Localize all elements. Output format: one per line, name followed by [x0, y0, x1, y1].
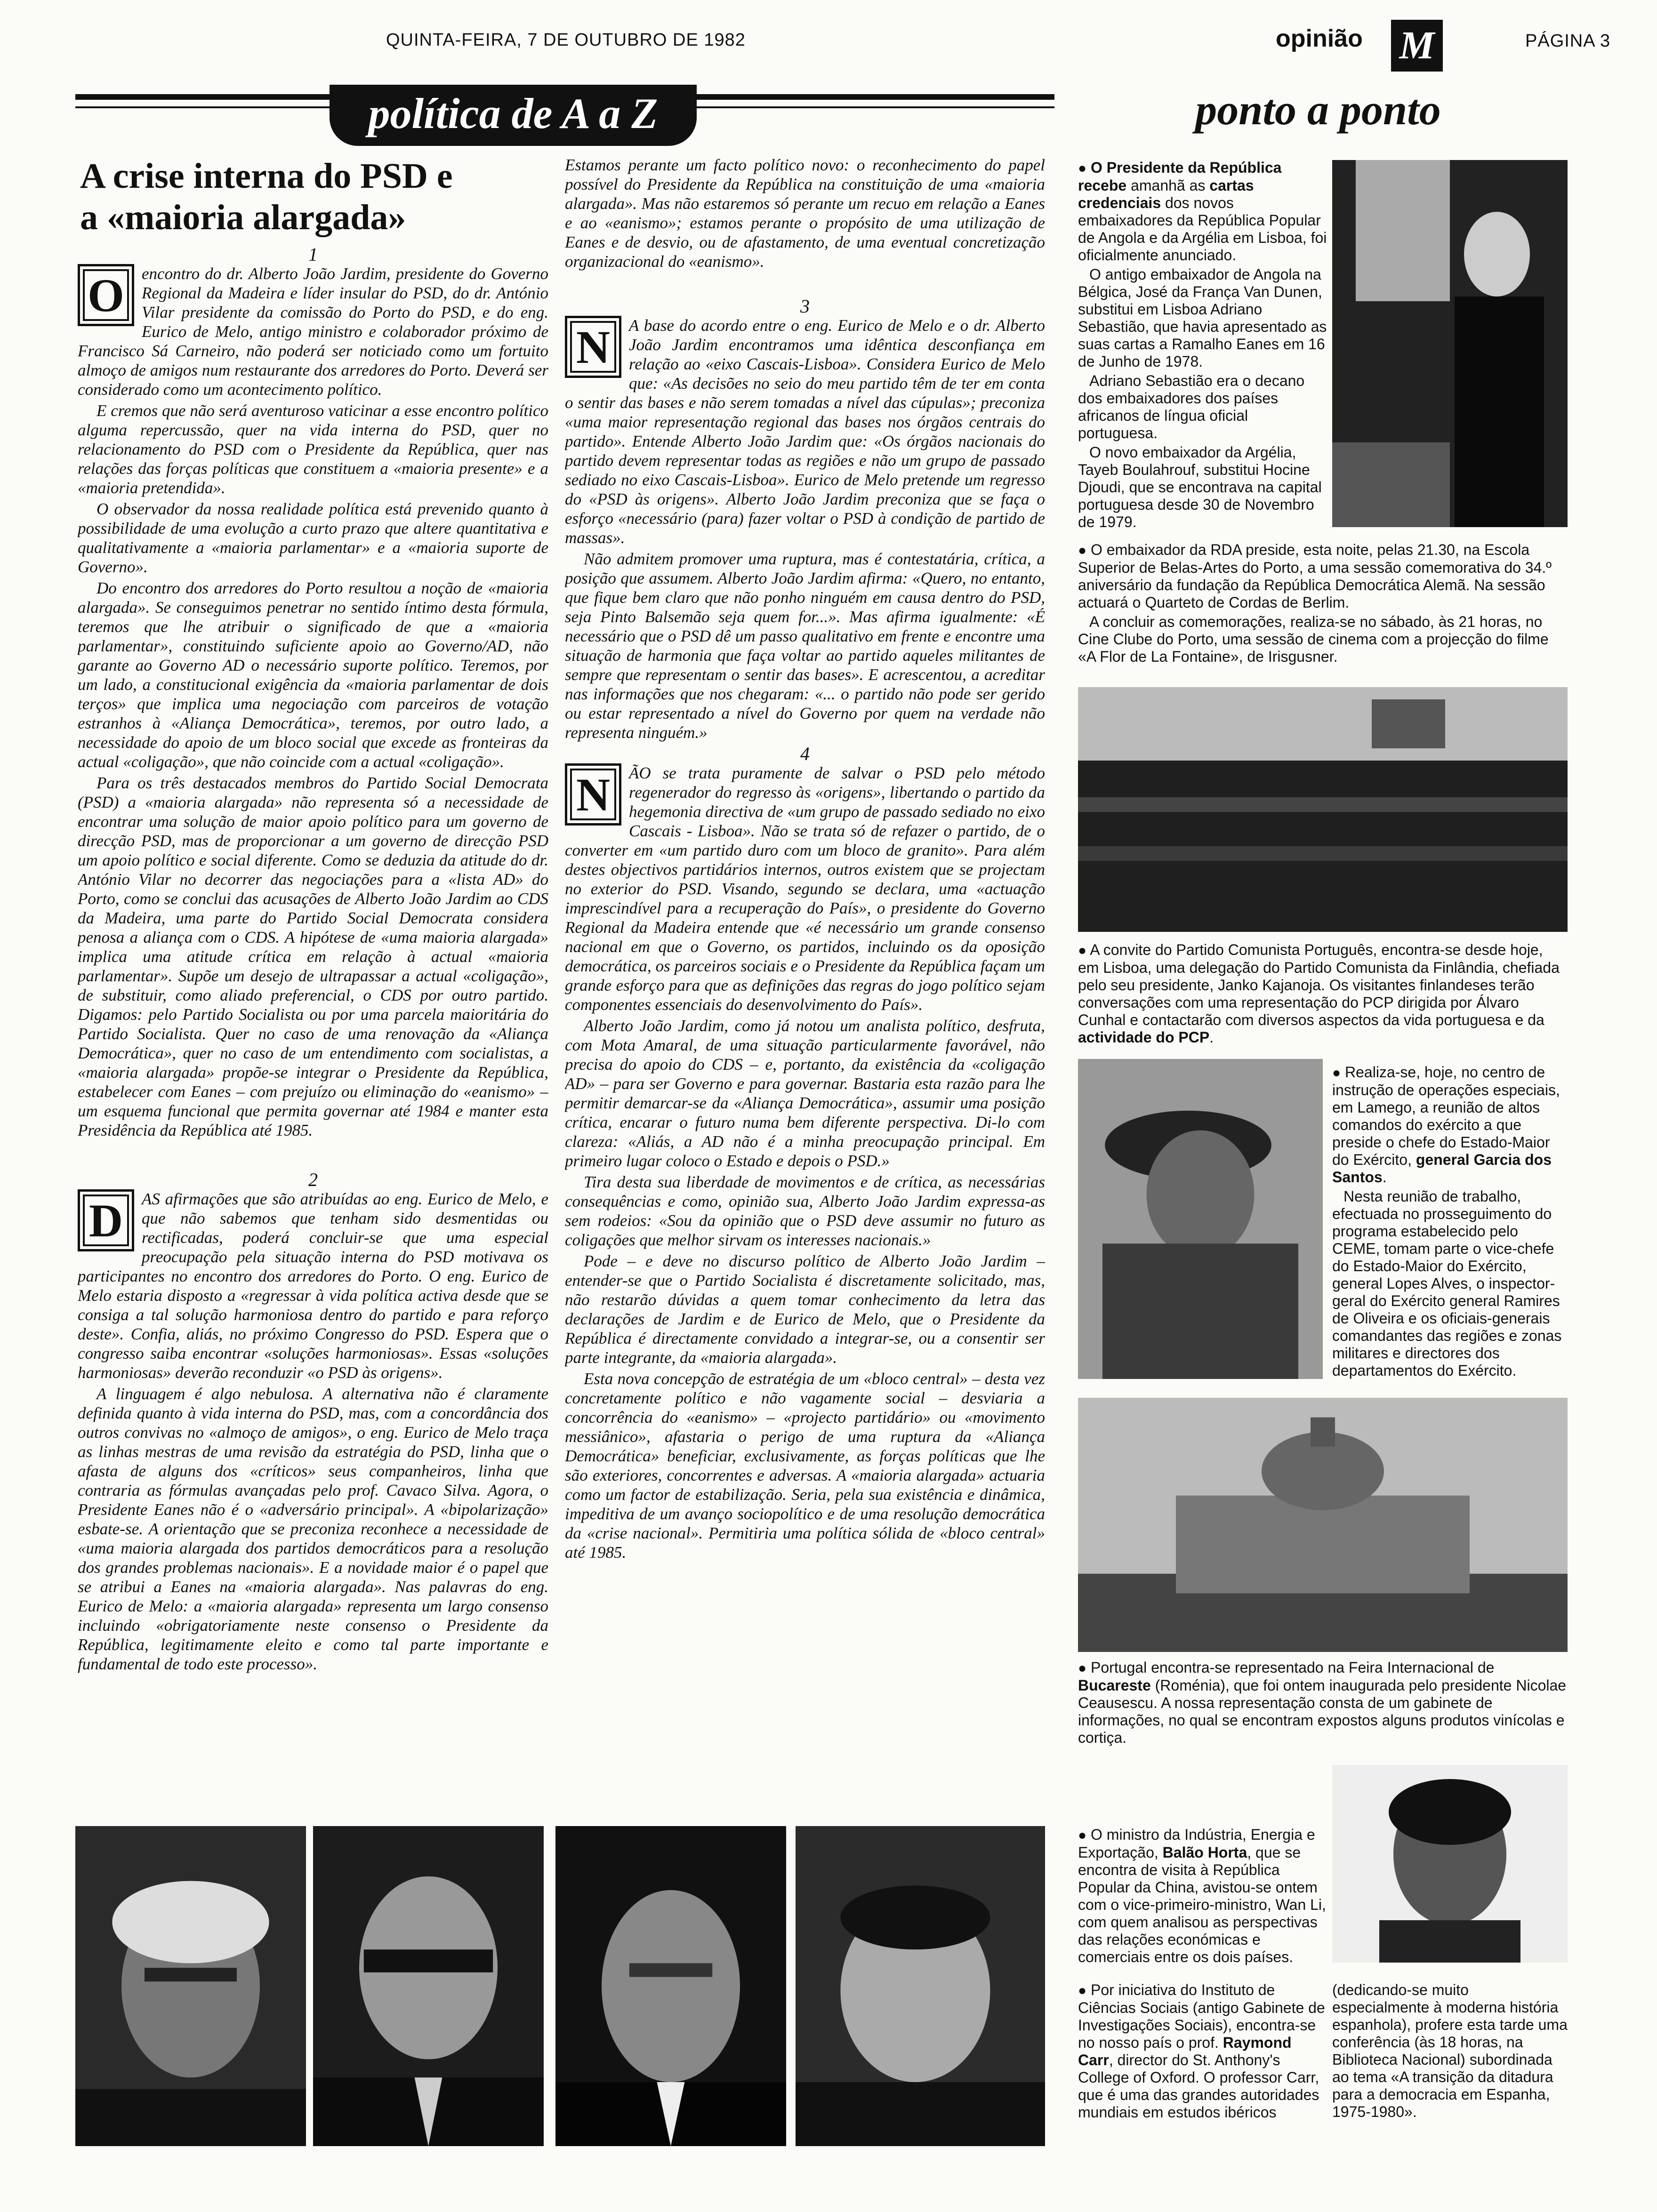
sidebar-item: [1332, 1064, 1568, 1381]
item-text: .: [1382, 1169, 1387, 1186]
item-text: (Roménia), que foi ontem inaugurada pelo presidente Nicolae Ceausescu. A nossa representação consta de um gabinete de informações, no qual se encontram expostos alguns produtos vinícolas e cortiça.: [1078, 1677, 1567, 1746]
drop-cap: D: [78, 1189, 134, 1251]
article-column-1: [78, 245, 548, 1784]
bullet-icon: ●: [1078, 543, 1087, 558]
item-text: , director do St. Anthony's College of Oxford. O professor Carr, que é uma das grandes autoridades mundiais em estudos ibéricos: [1078, 2052, 1319, 2121]
general-photo: [1078, 1059, 1323, 1379]
paragraph: A concluir as comemorações, realiza-se no sábado, às 21 horas, no Cine Clube do Porto, uma sessão de cinema com a projecção do filme «A Flor de La Fontaine», de Irisgusner.: [1078, 613, 1549, 665]
top-rule-right: [697, 94, 1054, 100]
item-bold: general Garcia dos Santos: [1332, 1151, 1552, 1186]
item-text: amanhã as: [1126, 177, 1210, 194]
paragraph: (dedicando-se muito especialmente à moderna história espanhola), profere esta tarde uma conferência (às 18 horas, na Biblioteca Nacional) subordinada ao tema «A transição da ditadura para a democracia em Espanha, 1975-1980».: [1332, 1981, 1568, 2120]
top-rule-left: [75, 94, 330, 100]
portrait-photo-3: [555, 1826, 786, 2146]
item-bold: Raymond Carr: [1078, 2034, 1292, 2068]
minister-photo: [1332, 1765, 1568, 1963]
ambassador-photo: [1332, 160, 1568, 527]
paragraph: Esta nova concepção de estratégia de um «bloco central» – desta vez concretamente político e não vagamente social – desviaria a concorrência do «eanismo» – «projecto partidário» ou «movimento messiânico», afastaria o perigo de uma ruptura da «Aliança Democrática» beneficiar, exclusivamente, as forças políticas que lhe são exteriores, concorrentes e adversas. A «maioria alargada» actuaria como um factor de estabilização. Seria, pela sua existência e dinâmica, impeditiva de um avanço sociopolítico e de uma resolução democrática da «crise nacional». Permitiria uma política sólida de «bloco central» até 1985.: [565, 1370, 1045, 1562]
paragraph: A base do acordo entre o eng. Eurico de Melo e o dr. Alberto João Jardim encontramos uma idêntica desconfiança em relação ao «eixo Cascais-Lisboa». Considera Eurico de Melo que: «As decisões no seio do meu partido têm de ter em conta o sentir das bases e não serem tomadas a nível das cúpulas»; preconiza «uma maior representação regional das bases nos órgãos centrais do partido». Entende Alberto João Jardim que: «Os órgãos nacionais do partido devem representar todas as regiões e não um grupo de passado sediado no eixo Cascais-Lisboa». Eurico de Melo pretende um regresso do «PSD às origens». Alberto João Jardim preconiza que se faça o esforço «necessário (para) fazer voltar o PSD à condição de partido de massas».: [565, 316, 1045, 547]
paragraph: Estamos perante um facto político novo: o reconhecimento do papel possível do Presidente da República na constituição de uma «maioria alargada». Mas não estaremos só perante um recuo em relação a Eanes e ao «eanismo»; estamos perante o propósito de uma utilização de Eanes e de desvio, ou de afastamento, de uma eventual concretização organizacional do «eanismo».: [565, 156, 1045, 271]
item-text: .: [1209, 1029, 1214, 1046]
drop-cap: O: [78, 264, 134, 326]
sidebar-item: [1078, 1826, 1327, 1968]
paragraph: Para os três destacados membros do Partido Social Democrata (PSD) a «maioria alargada» não representa só a necessidade de encontrar uma solução de maior apoio político para um governo de direcção PSD, mas de proporcionar a um governo de direcção PSD um apoio político e social diferente. Como se deduzia da atitude do dr. António Vilar no decorrer das negociações para a «lista AD» do Porto, como se conclui das acusações de Alberto João Jardim ao CDS da Madeira, uma parte do Partido Social Democrata considera penosa a aliança com o CDS. A hipótese de «uma maioria alargada» implica uma atitude crítica em relação à actual «maioria parlamentar». Supõe um desejo de ultrapassar a actual «coligação», de substituir, como aliado preferencial, o CDS por outro partido. Digamos: pelo Partido Socialista ou por uma parcela maioritária do Partido Socialista. Quer no caso de uma renovação da «Aliança Democrática», quer no caso de um entendimento com socialistas, a «maioria alargada» propõe-se integrar o Presidente da República, estabelecer com Eanes – com prejuízo ou eliminação do «eanismo» – um esquema funcional que permita governar até 1984 e manter esta Presidência da República até 1985.: [78, 774, 548, 1139]
paragraph: O observador da nossa realidade política está prevenido quanto à possibilidade de uma evolução a curto prazo que altere quantitativa e qualitativamente a «maioria parlamentar» e a «maioria suporte de Governo».: [78, 500, 548, 576]
item-text: O embaixador da RDA preside, esta noite, pelas 21.30, na Escola Superior de Belas-Artes do Porto, a uma sessão comemorativa do 34.º aniversário da fundação da República Democrática Alemã. Na sessão actuará o Quarteto de Cordas de Berlim.: [1078, 541, 1552, 611]
item-bold: cartas credenciais: [1078, 177, 1254, 211]
item-bold: Bucareste: [1078, 1677, 1151, 1694]
paragraph: encontro do dr. Alberto João Jardim, presidente do Governo Regional da Madeira e líder insular do PSD, do dr. António Vilar presidente da comissão do Porto do PSD, e do eng. Eurico de Melo, antigo ministro e colaborador próximo de Francisco Sá Carneiro, não poderá ser noticiado como um fortuito almoço de amigos num restaurante dos arredores do Porto. Deverá ser considerado como um acontecimento político.: [78, 264, 548, 399]
paragraph: E cremos que não será aventuroso vaticinar a esse encontro político alguma repercussão, quer na vida interna do PSD, quer no relacionamento do PSD com o Presidente da República, quer nas relações das forças políticas que constituem a «maioria presente» e a «maioria pretendida».: [78, 401, 548, 497]
item-text: O ministro da Indústria, Energia e Exportação,: [1078, 1826, 1315, 1861]
item-lead: O Presidente da República recebe: [1078, 159, 1282, 194]
header-date: QUINTA-FEIRA, 7 DE OUTUBRO DE 1982: [386, 30, 746, 50]
bullet-icon: ●: [1078, 160, 1087, 176]
item-text: Portugal encontra-se representado na Feira Internacional de: [1091, 1659, 1495, 1676]
portrait-photo-1: [75, 1826, 306, 2146]
bullet-icon: ●: [1078, 943, 1087, 958]
article-headline: A crise interna do PSD e a «maioria alargada»: [80, 156, 453, 237]
section-name: opinião: [1276, 25, 1363, 52]
top-rule-right-thin: [697, 106, 1054, 108]
paragraph: O antigo embaixador de Angola na Bélgica, José da França Van Dunen, substitui em Lisboa Adriano Sebastião, que havia apresentado as suas cartas a Ramalho Eanes em 16 de Junho de 1978.: [1078, 266, 1327, 370]
item-bold: actividade do PCP: [1078, 1029, 1210, 1046]
newspaper-logo: M: [1391, 20, 1443, 72]
sidebar-item: [1078, 1659, 1568, 1748]
paragraph: Pode – e deve no discurso político de Alberto João Jardim – entender-se que o Partido Socialista é discretamente solicitado, mas, não restarão dúvidas a quem tomar conhecimento da letra das declarações de Jardim e de Eurico de Melo, que o Presidente da República é directamente convidado a integrar-se, ou a consentir ser parte integrante, da «maioria alargada».: [565, 1252, 1045, 1367]
section-number: 2: [308, 1169, 318, 1190]
bullet-icon: ●: [1078, 1660, 1087, 1676]
paragraph: Tira desta sua liberdade de movimentos e de crítica, as necessárias consequências e como, opinião sua, Alberto João Jardim expressa-as sem rodeios: «Sou da opinião que o PSD deve assumir no futuro as coligações que melhor sirvam os interesses nacionais.»: [565, 1173, 1045, 1249]
bullet-icon: ●: [1078, 1827, 1087, 1843]
section-number: 3: [800, 296, 810, 317]
item-bold: Balão Horta: [1162, 1844, 1247, 1861]
drop-cap: N: [565, 763, 621, 825]
item-text: A convite do Partido Comunista Português, encontra-se desde hoje, em Lisboa, uma delegação do Partido Comunista da Finlândia, chefiada pelo seu presidente, Janko Kajanoja. Os visitantes finlandeses terão conversações com uma representação do PCP dirigida por Álvaro Cunhal e contactarão com diversos aspectos da vida portuguesa e da: [1078, 941, 1560, 1028]
paragraph: Adriano Sebastião era o decano dos embaixadores dos países africanos de língua oficial portuguesa.: [1078, 372, 1305, 441]
exhibition-palace-photo: [1078, 1398, 1568, 1652]
portrait-photo-4: [796, 1826, 1045, 2146]
sidebar-item: [1078, 1981, 1327, 2123]
paragraph: AS afirmações que são atribuídas ao eng. Eurico de Melo, e que não sabemos que tenham sido desmentidas ou rectificadas, poderá concluir-se que uma especial preocupação pela situação interna do PSD motivava os participantes no encontro dos arredores do Porto. O eng. Eurico de Melo estaria disposto a «regressar à vida política activa desde que se consiga a tal solução harmoniosa dentro do partido e para reforço deste». Confia, aliás, no próximo Congresso do PSD. Espera que o congresso saiba encontrar «soluções harmoniosas». Essas «soluções harmoniosas» deverão reconduzir «o PSD às origens».: [78, 1190, 548, 1382]
bullet-icon: ●: [1078, 1983, 1087, 1998]
top-rule-left-thin: [75, 106, 330, 108]
item-text: Realiza-se, hoje, no centro de instrução de operações especiais, em Lamego, a reunião de altos comandos do exército a que preside o chefe do Estado-Maior do Exército,: [1332, 1064, 1560, 1168]
sidebar-item: [1078, 541, 1568, 667]
paragraph: Não admitem promover uma ruptura, mas é contestatária, crítica, a posição que assumem. Alberto João Jardim afirma: «Quero, no entanto, que fique bem claro que não ponho ninguém em causa dentro do PSD, seja Pinto Balsemão seja quem for...». Mas afirma igualmente: «É necessário que o PSD dê um passo qualitativo em frente e encontre uma situação de harmonia que faça voltar ao partido aqueles militantes de sempre que representam o sentir das bases». E acrescentou, a acreditar nas informações que nos chegaram: «... o partido não pode ser gerido ou estar representado a nível do Governo por quem na verdade não representa ninguém.»: [565, 550, 1045, 742]
item-text: dos novos embaixadores da República Popular de Angola e da Argélia em Lisboa, foi oficialmente anunciado.: [1078, 194, 1327, 264]
item-text: Por iniciativa do Instituto de Ciências Sociais (antigo Gabinete de Investigações Sociais), encontra-se no nosso país o prof.: [1078, 1981, 1325, 2051]
sidebar-item: [1078, 159, 1327, 533]
item-text: , que se encontra de visita à República Popular da China, avistou-se ontem com o vice-primeiro-ministro, Wan Li, com quem analisou as perspectivas das relações económicas e comerciais entre os dois países.: [1078, 1844, 1326, 1965]
section-number: 4: [800, 743, 810, 764]
sidebar-item-continuation: [1332, 1981, 1568, 2123]
sidebar-title: ponto a ponto: [1195, 86, 1441, 134]
paragraph: Nesta reunião de trabalho, efectuada no prosseguimento do programa estabelecido pelo CEME, tomam parte o vice-chefe do Estado-Maior do Exército, general Lopes Alves, o inspector-geral do Exército general Ramires de Oliveira e os oficiais-generais comandantes das regiões e zonas militares e directores dos departamentos do Exército.: [1332, 1188, 1562, 1379]
page-number: PÁGINA 3: [1525, 31, 1611, 51]
paragraph: O novo embaixador da Argélia, Tayeb Boulahrouf, substitui Hocine Djoudi, que se encontrava na capital portuguesa desde 30 de Novembro de 1979.: [1078, 444, 1322, 530]
paragraph: A linguagem é algo nebulosa. A alternativa não é claramente definida quanto à vida interna do PSD, mas, com a concordância dos outros convivas no «almoço de amigos», o eng. Eurico de Melo traça as linhas mestras de uma revisão da estratégia do PSD, linha que o afasta de alguns dos «críticos» seus companheiros, linha que contraria as fórmulas avançadas pelo prof. Cavaco Silva. Agora, o Presidente Eanes não é o «adversário principal». A «bipolarização» esbate-se. A orientação que se preconiza reconhece a necessidade de «uma maioria alargada dos partidos democráticos para a resolução dos grandes problemas nacionais». E a novidade maior é o papel que se atribui a Eanes na «maioria alargada». Nas palavras do eng. Eurico de Melo: a «maioria alargada» representa um largo consenso incluindo «obrigatoriamente neste consenso o Presidente da República, legitimamente eleito e como tal parte importante e fundamental de todo este processo».: [78, 1385, 548, 1673]
paragraph: ÃO se trata puramente de salvar o PSD pelo método regenerador do regresso às «origens», libertando o partido da hegemonia directiva de «um grupo de passado sediado no eixo Cascais - Lisboa». Não se trata só de refazer o partido, de o converter em «um partido duro com um bloco de granito». Para além destes objectivos partidários internos, outros existem que se projectam no exterior do PSD. Visando, segundo se declara, uma «actuação imprescindível para a recuperação do País», o presidente do Governo Regional da Madeira entende que «é necessário um grande consenso nacional em que o Governo, os partidos, incluindo os da oposição democrática, os parceiros sociais e o Presidente da República façam um grande esforço para que as definições das regras do jogo político sejam componentes essenciais do desenvolvimento do País».: [565, 764, 1045, 1014]
feature-banner-title: política de A a Z: [368, 89, 658, 137]
paragraph: Do encontro dos arredores do Porto resultou a noção de «maioria alargada». Se conseguimos penetrar no sentido íntimo desta fórmula, teremos que lhe atribuir o significado de que a «maioria parlamentar», constituindo suficiente apoio ao Governo/AD, não garante ao Governo AD o necessário suporte político. Teremos, por um lado, a constitucional exigência da «maioria parlamentar de dois terços» que implica uma negociação com parceiros de votação estranhos à «Aliança Democrática», teremos, por outro lado, a necessidade do apoio de um bloco social que excede as fronteiras da actual «coligação», que não coincide com a actual «coligação».: [78, 579, 548, 771]
paragraph: Alberto João Jardim, como já notou um analista político, desfruta, com Mota Amaral, de uma situação particularmente favorável, não precisa do apoio do CDS – e, portanto, da existência da «coligação AD» – para ser Governo e para governar. Bastaria esta razão para lhe permitir demarcar-se da «Aliança Democrática», assumir uma posição crítica, encarar o futuro numa bem diferente perspectiva. Di-lo com clareza: «Aliás, a AD não é a minha preocupação principal. Em primeiro lugar coloco o Estado e depois o PSD.»: [565, 1017, 1045, 1170]
bullet-icon: ●: [1332, 1065, 1341, 1081]
article-column-2: [565, 155, 1045, 1784]
portrait-photo-2: [313, 1826, 544, 2146]
crowd-photo: [1078, 687, 1568, 932]
sidebar-item: [1078, 941, 1568, 1048]
drop-cap: N: [565, 316, 621, 378]
section-number: 1: [308, 245, 318, 265]
